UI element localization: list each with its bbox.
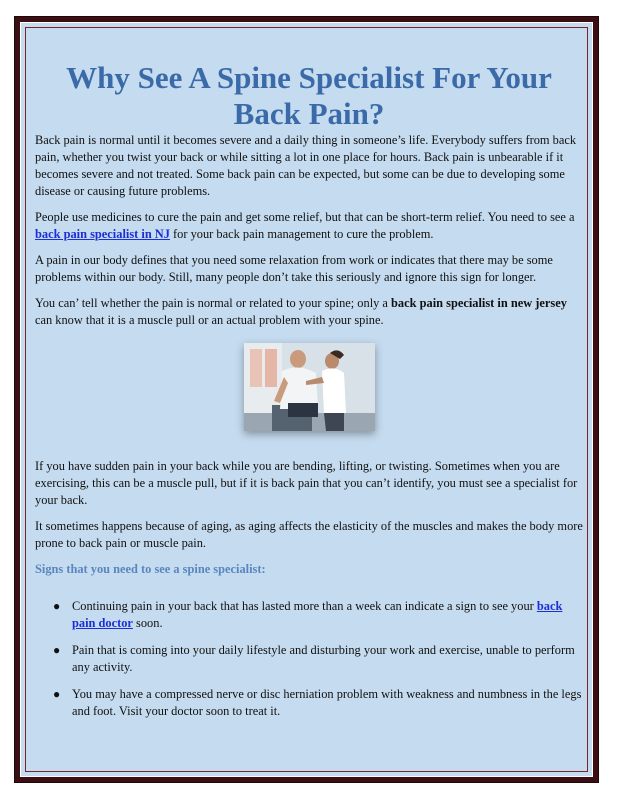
bullet-icon: ● [53, 687, 61, 701]
back-pain-doctor-link[interactable]: back pain doctor [72, 599, 563, 630]
list-item-text: Pain that is coming into your daily lifestyle and disturbing your work and exercise, unable to perform any activity. [72, 643, 575, 674]
list-item-text: Continuing pain in your back that has lasted more than a week can indicate a sign to see your [72, 599, 537, 613]
list-item [35, 686, 583, 720]
page-title: Why See A Spine Specialist For Your Back Pain? [66, 60, 552, 131]
section-heading-signs: Signs that you need to see a spine specialist: [35, 562, 266, 576]
paragraph-text: You can’ tell whether the pain is normal or related to your spine; only a [35, 296, 392, 310]
paragraph-spine [35, 295, 583, 329]
bullet-icon: ● [53, 599, 61, 613]
paragraph-intro: Back pain is normal until it becomes severe and a daily thing in someone’s life. Everybody suffers from back pain, whether you twist your back or while sitting a lot in one place for hours. Back pain is unbearable if it becomes severe and not treated. Some back pain can be expected, but some can be due to developing some disease or causing future problems. [35, 133, 577, 198]
physiotherapy-photo [244, 343, 375, 431]
specialist-nj-link[interactable]: back pain specialist in NJ [35, 227, 170, 241]
article-body [35, 60, 583, 730]
specialist-nj-bold: back pain specialist in new jersey [391, 296, 567, 310]
list-item [35, 642, 583, 676]
list-item [35, 598, 583, 632]
paragraph-medicines [35, 209, 583, 243]
paragraph-text: can know that it is a muscle pull or an actual problem with your spine. [35, 313, 384, 327]
paragraph-aging: It sometimes happens because of aging, as aging affects the elasticity of the muscles and makes the body more prone to back pain or muscle pain. [35, 519, 583, 550]
paragraph-relaxation: A pain in our body defines that you need some relaxation from work or indicates that there may be some problems within our body. Still, many people don’t take this seriously and ignore this sign for longer. [35, 253, 553, 284]
paragraph-sudden-pain: If you have sudden pain in your back while you are bending, lifting, or twisting. Sometimes when you are exercising, this can be a muscle pull, but if it is back pain that you can’t identify, you must see a specialist for your back. [35, 459, 578, 507]
signs-list [35, 598, 583, 720]
paragraph-text: People use medicines to cure the pain and get some relief, but that can be short-term relief. You need to see a [35, 210, 575, 224]
photo-illustration [244, 343, 375, 431]
photo-container [35, 343, 583, 458]
list-item-text: soon. [132, 616, 163, 630]
bullet-icon: ● [53, 643, 61, 657]
paragraph-text: for your back pain management to cure the problem. [169, 227, 434, 241]
list-item-text: You may have a compressed nerve or disc herniation problem with weakness and numbness in the legs and foot. Visit your doctor soon to treat it. [72, 687, 582, 718]
